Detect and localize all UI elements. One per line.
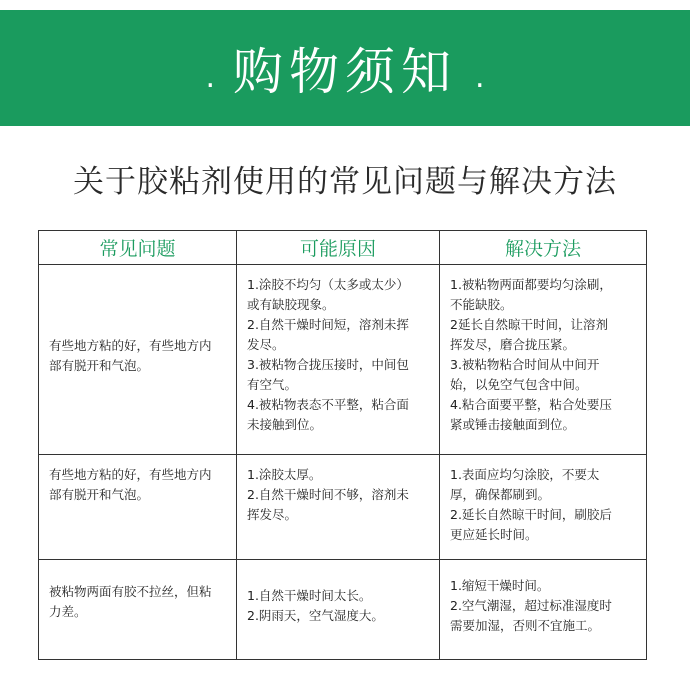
banner-dot-left: . [205, 60, 215, 95]
solution-line: 4.粘合面要平整，粘合处要压 [450, 397, 612, 412]
cause-line: 1.自然干燥时间太长。 [247, 588, 372, 603]
problem-line: 力差。 [49, 604, 87, 619]
cause-line: 4.被粘物表态不平整，粘合面 [247, 397, 409, 412]
solution-line: 2.空气潮湿，超过标准湿度时 [450, 598, 612, 613]
problem-line: 有些地方粘的好，有些地方内 [49, 337, 212, 353]
banner-dot-right: . [475, 60, 485, 95]
problem-line: 有些地方粘的好，有些地方内 [49, 467, 212, 482]
solution-line: 始，以免空气包含中间。 [450, 377, 588, 392]
solution-line: 1.缩短干燥时间。 [450, 578, 550, 593]
table-row [39, 455, 647, 560]
cause-line: 发尽。 [247, 337, 285, 352]
table-header-row [39, 231, 647, 265]
solution-line: 2.延长自然晾干时间，刷胶后 [450, 507, 612, 522]
cause-cell [237, 455, 440, 560]
solution-line: 3.被粘物粘合时间从中间开 [450, 357, 600, 372]
solution-line: 1.被粘物两面都要均匀涂刷， [450, 277, 612, 292]
cause-line: 未接触到位。 [247, 417, 323, 432]
cause-line: 有空气。 [247, 377, 298, 392]
solution-line: 需要加湿，否则不宜施工。 [450, 618, 601, 633]
solution-line: 紧或锤击接触面到位。 [450, 417, 576, 432]
problem-line: 被粘物两面有胶不拉丝，但粘 [49, 584, 212, 599]
solution-line: 挥发尽，磨合拢压紧。 [450, 337, 576, 352]
solution-cell [440, 265, 647, 455]
page-subtitle: 关于胶粘剂使用的常见问题与解决方法 [73, 164, 617, 200]
problem-cell [39, 265, 237, 455]
cause-line: 3.被粘物合拢压接时，中间包 [247, 357, 409, 372]
banner-title: 购物须知 [233, 43, 457, 101]
cause-line: 挥发尽。 [247, 507, 298, 522]
cause-cell [237, 265, 440, 455]
problem-line: 部有脱开和气泡。 [49, 357, 150, 373]
solution-line: 更应延长时间。 [450, 527, 538, 542]
table-row [39, 265, 647, 455]
solution-cell [440, 455, 647, 560]
header-problem: 常见问题 [39, 231, 237, 265]
header-banner [0, 10, 690, 126]
problem-line: 部有脱开和气泡。 [49, 487, 150, 502]
header-cause: 可能原因 [237, 231, 440, 265]
cause-line: 2.自然干燥时间短，溶剂未挥 [247, 317, 409, 332]
cause-line: 或有缺胶现象。 [247, 297, 335, 312]
header-solution: 解决方法 [440, 231, 647, 265]
cause-cell [237, 560, 440, 660]
problem-cell [39, 560, 237, 660]
cause-line: 1.涂胶不均匀（太多或太少） [247, 277, 409, 292]
solution-cell [440, 560, 647, 660]
solution-line: 1.表面应均匀涂胶，不要太 [450, 467, 600, 482]
faq-table [38, 230, 647, 660]
solution-line: 不能缺胶。 [450, 297, 513, 312]
cause-line: 1.涂胶太厚。 [247, 467, 322, 482]
table-row [39, 560, 647, 660]
cause-line: 2.自然干燥时间不够，溶剂未 [247, 487, 409, 502]
problem-cell [39, 455, 237, 560]
solution-line: 2延长自然晾干时间，让溶剂 [450, 317, 608, 332]
cause-line: 2.阴雨天，空气湿度大。 [247, 608, 384, 623]
solution-line: 厚，确保都刷到。 [450, 487, 551, 502]
